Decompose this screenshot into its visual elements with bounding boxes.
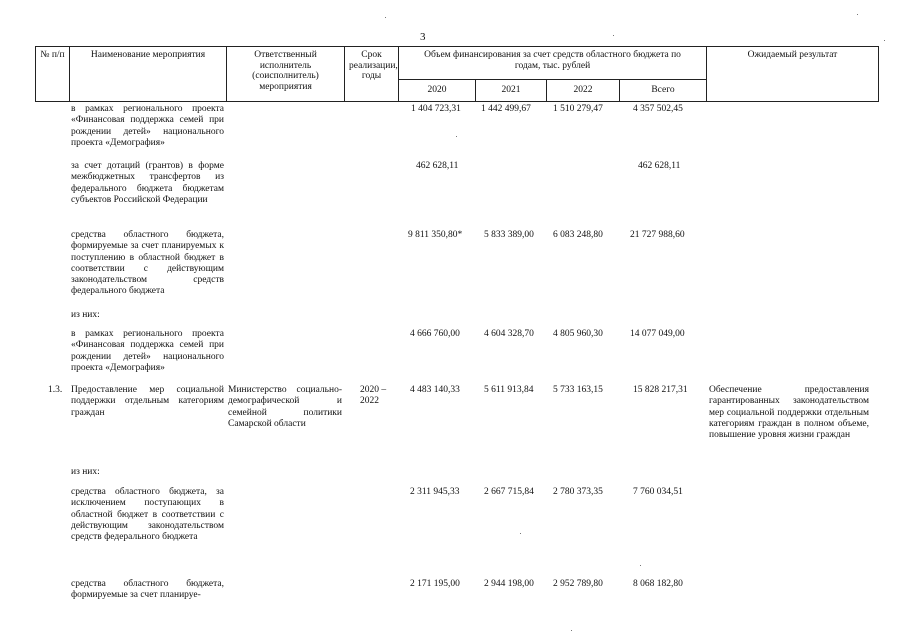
header-col-result: Ожидаемый результат (706, 46, 879, 102)
scan-speck (884, 40, 885, 41)
row-6-result: Обеспечение предоставления гарантированных законодательством мер социальной поддержки отдельным категориям граждан в полном объеме, повышение уровня жизни граждан (709, 385, 869, 441)
row-3-total: 21 727 988,60 (630, 230, 685, 240)
row-8-2021: 2 667 715,84 (484, 487, 534, 497)
row-2-2020: 462 628,11 (416, 161, 459, 171)
row-5-name: в рамках регионального проекта «Финансовая поддержка семей при рождении детей» национального проекта «Демография» (71, 329, 224, 373)
row-6-term: 2020 – 2022 (360, 385, 387, 407)
scan-speck (571, 630, 572, 631)
row-6-2022: 5 733 163,15 (553, 385, 603, 395)
row-8-2020: 2 311 945,33 (410, 487, 460, 497)
row-9-2021: 2 944 198,00 (484, 579, 534, 589)
row-1-name: в рамках регионального проекта «Финансовая поддержка семей при рождении детей» национального проекта «Демография» (71, 104, 224, 148)
header-col-number: № п/п (35, 46, 70, 102)
header-col-2020: 2020 (398, 79, 476, 102)
row-8-total: 7 760 034,51 (633, 487, 683, 497)
row-6-name: Предоставление мер социальной поддержки отдельным категориям граждан (71, 385, 224, 418)
row-5-total: 14 077 049,00 (630, 329, 685, 339)
row-9-total: 8 068 182,80 (633, 579, 683, 589)
row-9-name: средства областного бюджета, формируемые за счет планируе- (71, 579, 224, 601)
scan-speck (385, 17, 386, 18)
row-1-2022: 1 510 279,47 (553, 104, 603, 114)
scan-speck (613, 35, 614, 36)
row-6-number: 1.3. (48, 385, 63, 395)
header-col-total: Всего (619, 79, 707, 102)
row-5-2022: 4 805 960,30 (553, 329, 603, 339)
row-6-2021: 5 611 913,84 (484, 385, 534, 395)
row-4-name: из них: (71, 310, 100, 320)
row-8-2022: 2 780 373,35 (553, 487, 603, 497)
row-2-name: за счет дотаций (грантов) в форме межбюджетных трансфертов из федерального бюджета бюджетам субъектов Российской Федерации (71, 161, 224, 205)
row-1-total: 4 357 502,45 (633, 104, 683, 114)
row-6-responsible: Министерство социально-демографической и семейной политики Самарской области (228, 385, 342, 429)
row-6-total: 15 828 217,31 (633, 385, 688, 395)
row-3-2020: 9 811 350,80* (408, 230, 463, 240)
header-col-2022: 2022 (546, 79, 620, 102)
header-col-name: Наименование мероприятия (69, 46, 227, 102)
row-5-2020: 4 666 760,00 (410, 329, 460, 339)
row-3-2022: 6 083 248,80 (553, 230, 603, 240)
row-9-2020: 2 171 195,00 (410, 579, 460, 589)
row-6-2020: 4 483 140,33 (410, 385, 460, 395)
scan-speck (520, 533, 521, 534)
header-col-term: Срок реализации, годы (344, 46, 399, 102)
page-number: 3 (420, 31, 426, 43)
header-col-2021: 2021 (475, 79, 547, 102)
scan-speck (456, 136, 457, 137)
scan-speck (857, 14, 858, 15)
row-1-2021: 1 442 499,67 (481, 104, 531, 114)
row-5-2021: 4 604 328,70 (484, 329, 534, 339)
row-1-2020: 1 404 723,31 (411, 104, 461, 114)
header-col-responsible: Ответственный исполнитель (соисполнитель) мероприятия (226, 46, 345, 102)
row-8-name: средства областного бюджета, за исключением поступающих в областной бюджет в соответствии с действующим законодательством средств федерального бюджета (71, 487, 224, 543)
row-2-total: 462 628,11 (638, 161, 681, 171)
row-7-name: из них: (71, 467, 100, 477)
header-col-financing: Объем финансирования за счет средств областного бюджета по годам, тыс. рублей (398, 46, 707, 80)
row-3-name: средства областного бюджета, формируемые за счет планируемых к поступлению в областной бюджет в соответствии с действующим законодательством средств федерального бюджета (71, 230, 224, 297)
scan-speck (640, 565, 641, 566)
row-9-2022: 2 952 789,80 (553, 579, 603, 589)
row-3-2021: 5 833 389,00 (484, 230, 534, 240)
